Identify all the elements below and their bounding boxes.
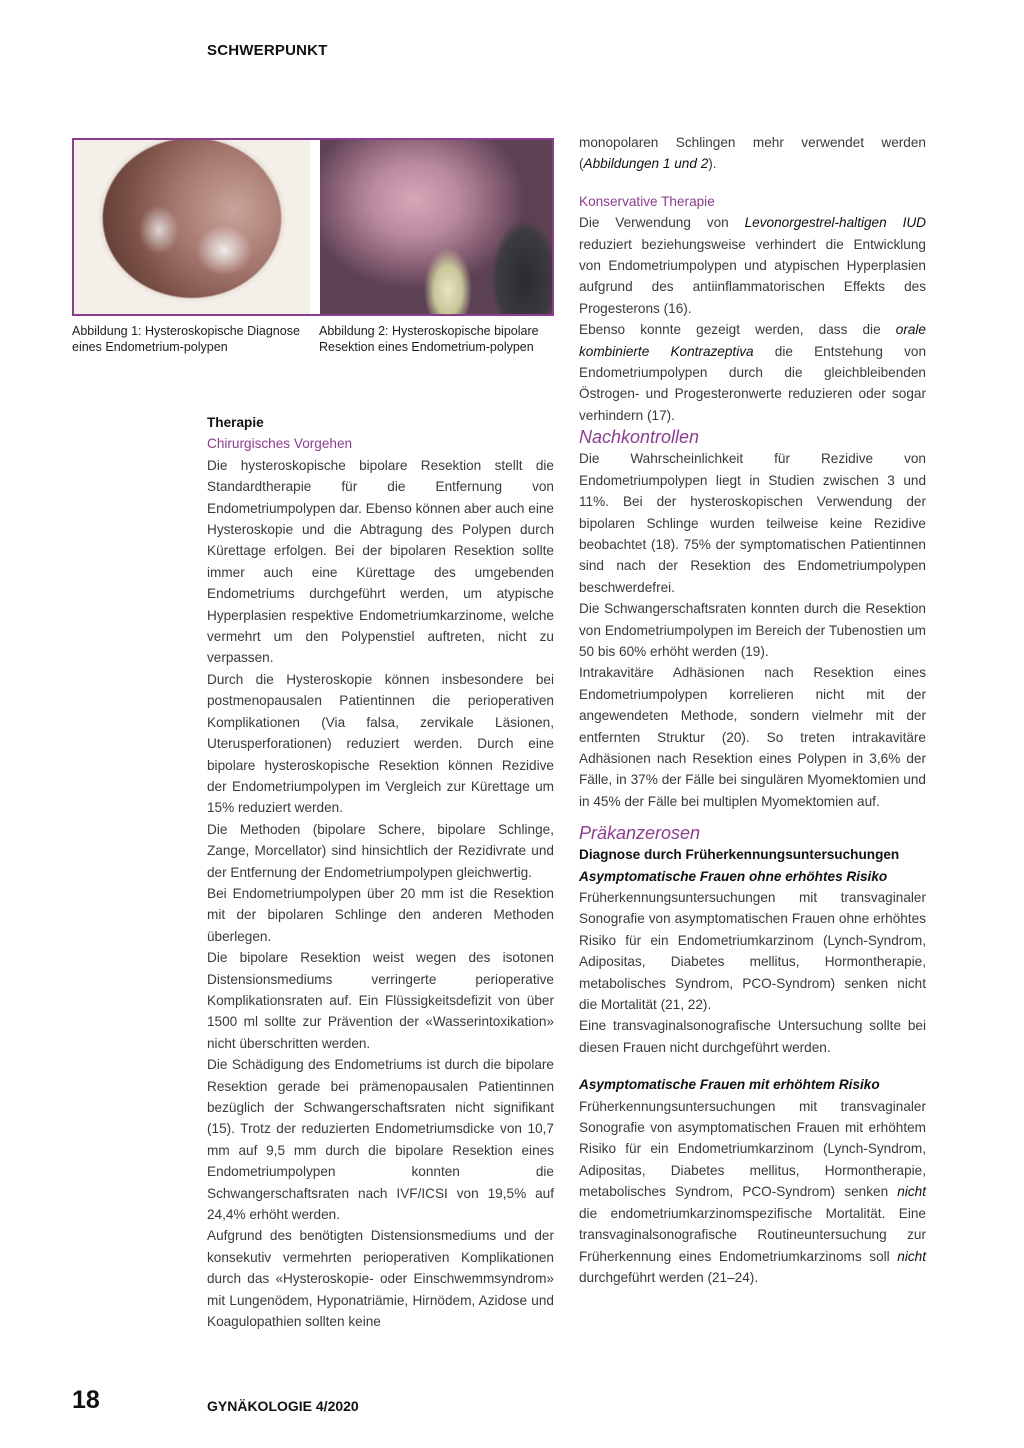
- journal-issue: GYNÄKOLOGIE 4/2020: [207, 1398, 359, 1414]
- text: Die Verwendung von: [579, 215, 745, 231]
- emphasis: Levonorgestrel-haltigen IUD: [744, 215, 926, 231]
- paragraph: Die bipolare Resektion weist wegen des isotonen Distensionsmediums verringerte perioperative Komplikationsraten auf. Ein Flüssigkeitsdefizit von über 1500 ml sollte zur Prävention der «Wasserintoxikation» nicht überschritten werden.: [207, 950, 554, 1051]
- paragraph: Bei Endometriumpolypen über 20 mm ist die Resektion mit der bipolaren Schlinge den anderen Methoden überlegen.: [207, 885, 554, 944]
- paragraph: [579, 1096, 926, 1289]
- paragraph: Die Schädigung des Endometriums ist durch die bipolare Resektion gerade bei prämenopausalen Patientinnen bezüglich der Schwangerschaftsraten nicht signifikant (15). Trotz der reduzierten Endometriumsdicke von 10,7 mm auf 9,5 mm durch die bipolare Resektion eines Endometriumpolypen konnten die Schwangerschaftsraten nach IVF/ICSI von 19,5% auf 24,4% erhöht werden.: [207, 1057, 554, 1223]
- paragraph: Die Wahrscheinlichkeit für Rezidive von Endometriumpolypen liegt in Studien zwischen 3 und 11%. Bei der hysteroskopischen Verwendung der bipolaren Schlinge wurden teilweise keine Rezidive beobachtet (18). 75% der symptomatischen Patientinnen sind nach der Resektion des Endometriumpolypen beschwerdefrei.: [579, 451, 926, 595]
- emphasis: nicht: [897, 1248, 926, 1264]
- text: monopolaren Schlingen mehr verwendet werden (: [579, 135, 926, 172]
- emphasis: nicht: [897, 1184, 926, 1200]
- subheading-diagnose: Diagnose durch Früherkennungsuntersuchungen: [579, 847, 900, 863]
- paragraph: Intrakavitäre Adhäsionen nach Resektion eines Endometriumpolypen korrelieren nicht mit der angewendeten Methode, sondern vielmehr mit der entfernten Struktur (20). So treten intrakavitäre Adhäsionen nach Resektion eines Polypen in 3,6% der Fälle, in 37% der Fälle bei singulären Myomektomien und in 45% der Fälle bei multiplen Myomektomien auf.: [579, 665, 926, 809]
- text: Ebenso konnte gezeigt werden, dass die: [579, 322, 896, 338]
- subheading-mit-risiko: Asymptomatische Frauen mit erhöhtem Risiko: [579, 1077, 880, 1093]
- paragraph: [579, 319, 926, 426]
- text: Früherkennungsuntersuchungen mit transvaginaler Sonografie von asymptomatischen Frauen mit erhöhtem Risiko für ein Endometriumkarzinom (Lynch-Syndrom, Adipositas, Diabetes mellitus, Hormontherapie, metabolisches Syndrom, PCO-Syndrom) senken: [579, 1098, 926, 1200]
- subheading-chirurgisch: Chirurgisches Vorgehen: [207, 436, 353, 452]
- paragraph: Die hysteroskopische bipolare Resektion stellt die Standardtherapie für die Entfernung von Endometriumpolypen dar. Ebenso können aber auch eine Hysteroskopie und die Abtragung des Polypen durch Kürettage erfolgen. Bei der bipolaren Resektion sollte immer auch eine Kürettage des umgebenden Endometriums durchgeführt werden, um atypische Hyperplasien respektive Endometriumkarzinome, welche vermehrt um den Polypenstiel auftreten, nicht zu verpassen.: [207, 457, 554, 666]
- section-label: SCHWERPUNKT: [207, 42, 328, 59]
- paragraph-continued: [579, 132, 926, 175]
- paragraph: Eine transvaginalsonografische Untersuchung sollte bei diesen Frauen nicht durchgeführt werden.: [579, 1018, 926, 1055]
- text: durchgeführt werden (21–24).: [579, 1269, 759, 1285]
- figure-1-image: [74, 140, 310, 314]
- figure-2-caption: Abbildung 2: Hysteroskopische bipolare Resektion eines Endometrium-polypen: [319, 324, 539, 354]
- text: die Entstehung von Endometriumpolypen durch die gleichbleibenden Östrogen- und Progesteronwerte reduzieren oder sogar verhindern (17).: [579, 343, 927, 423]
- subheading-konservativ: Konservative Therapie: [579, 193, 715, 209]
- text: ).: [708, 156, 717, 172]
- paragraph: Früherkennungsuntersuchungen mit transvaginaler Sonografie von asymptomatischen Frauen ohne erhöhtes Risiko für ein Endometriumkarzinom (Lynch-Syndrom, Adipositas, Diabetes mellitus, Hormontherapie, metabolisches Syndrom, PCO-Syndrom) senken nicht die Mortalität (21, 22).: [579, 890, 926, 1013]
- emphasis: orale kombinierte Kontrazeptiva: [579, 322, 926, 359]
- figure-reference: Abbildungen 1 und 2: [583, 156, 709, 172]
- text: die endometriumkarzinomspezifische Mortalität. Eine transvaginalsonografische Routineuntersuchung zur Früherkennung eines Endometriumkarzinoms soll: [579, 1205, 926, 1264]
- subheading-ohne-risiko: Asymptomatische Frauen ohne erhöhtes Risiko: [579, 868, 888, 884]
- heading-praekanzerosen: Präkanzerosen: [579, 823, 701, 844]
- left-column: [207, 412, 554, 1332]
- heading-nachkontrollen: Nachkontrollen: [579, 427, 700, 448]
- right-column: [579, 132, 926, 1288]
- text: reduziert beziehungsweise verhindert die Entwicklung von Endometriumpolypen und atypischen Hyperplasien aufgrund des antiinflammatorischen Effekts des Progesterons (16).: [579, 236, 926, 316]
- figure-1-caption: Abbildung 1: Hysteroskopische Diagnose eines Endometrium-polypen: [72, 324, 300, 354]
- paragraph: [579, 212, 926, 319]
- heading-therapie: Therapie: [207, 415, 264, 430]
- paragraph: Durch die Hysteroskopie können insbesondere bei postmenopausalen Patientinnen die perioperativen Komplikationen (Via falsa, zervikale Läsionen, Uterusperforationen) reduziert werden. Durch eine bipolare hysteroskopische Resektion können Rezidive der Endometriumpolypen im Vergleich zur Kürettage um 15% reduziert werden.: [207, 671, 554, 816]
- figure-panel: [72, 138, 554, 316]
- paragraph: Die Methoden (bipolare Schere, bipolare Schlinge, Zange, Morcellator) sind hinsichtlich der Rezidivrate und der Entfernung der Endometriumpolypen gleichwertig.: [207, 821, 554, 880]
- page-number: 18: [72, 1386, 100, 1414]
- paragraph: Die Schwangerschaftsraten konnten durch die Resektion von Endometriumpolypen im Bereich der Tubenostien um 50 bis 60% erhöht werden (19).: [579, 601, 926, 659]
- figure-2-image: [320, 140, 552, 314]
- paragraph: Aufgrund des benötigten Distensionsmediums und der konsekutiv vermehrten perioperativen Komplikationen durch das «Hysteroskopie- oder Einschwemmsyndrom» mit Lungenödem, Hyponatriämie, Hirnödem, Azidose und Koagulopathien sollten keine: [207, 1228, 554, 1330]
